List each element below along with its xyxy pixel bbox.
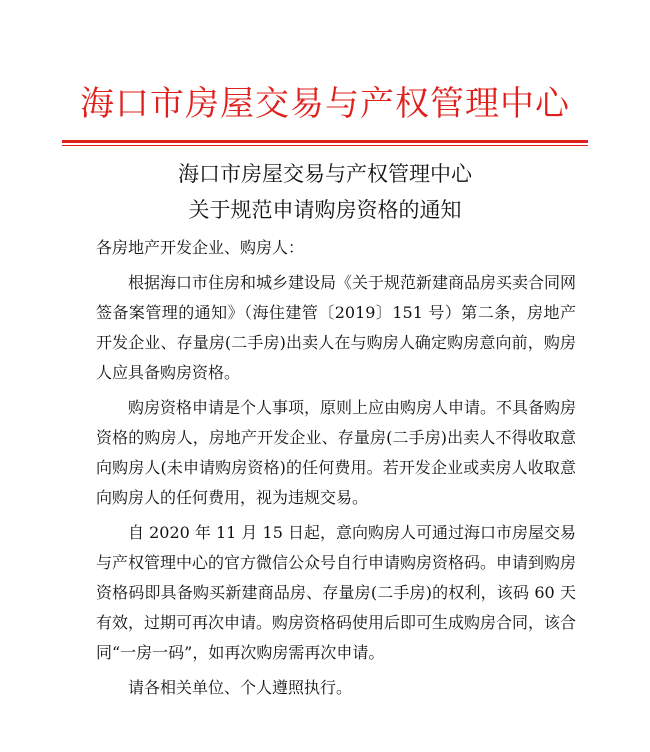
letterhead-divider-thin <box>62 145 588 146</box>
letterhead-divider-thick <box>62 140 588 143</box>
paragraph-qualification-code: 自 2020 年 11 月 15 日起，意向购房人可通过海口市房屋交易与产权管理中心的官方微信公众号自行申请购房资格码。申请到购房资格码即具备购买新建商品房、存量房(二手房)的权利，该码 60 天有效，过期可再次申请。购房资格码使用后即可生成购房合同，该合同“一房一码”，如再次购房需再次申请。 <box>96 523 577 662</box>
notice-body <box>96 233 576 708</box>
salutation: 各房地产开发企业、购房人： <box>96 238 305 257</box>
letterhead-title: 海口市房屋交易与产权管理中心 <box>80 84 570 124</box>
paragraph-closing: 请各相关单位、个人遵照执行。 <box>128 678 353 697</box>
paragraph-application-rules: 购房资格申请是个人事项，原则上应由购房人申请。不具备购房资格的购房人，房地产开发企业、存量房(二手房)出卖人不得收取意向购房人(未申请购房资格)的任何费用。若开发企业或卖房人收取意向购房人的任何费用，视为违规交易。 <box>96 398 577 507</box>
notice-title-line-2: 关于规范申请购房资格的通知 <box>188 198 462 222</box>
paragraph-legal-basis: 根据海口市住房和城乡建设局《关于规范新建商品房买卖合同网签备案管理的通知》（海住建管〔2019〕151 号）第二条，房地产开发企业、存量房(二手房)出卖人在与购房人确定购房意向前，购房人应具备购房资格。 <box>96 273 577 382</box>
notice-title-line-1: 海口市房屋交易与产权管理中心 <box>178 162 472 186</box>
